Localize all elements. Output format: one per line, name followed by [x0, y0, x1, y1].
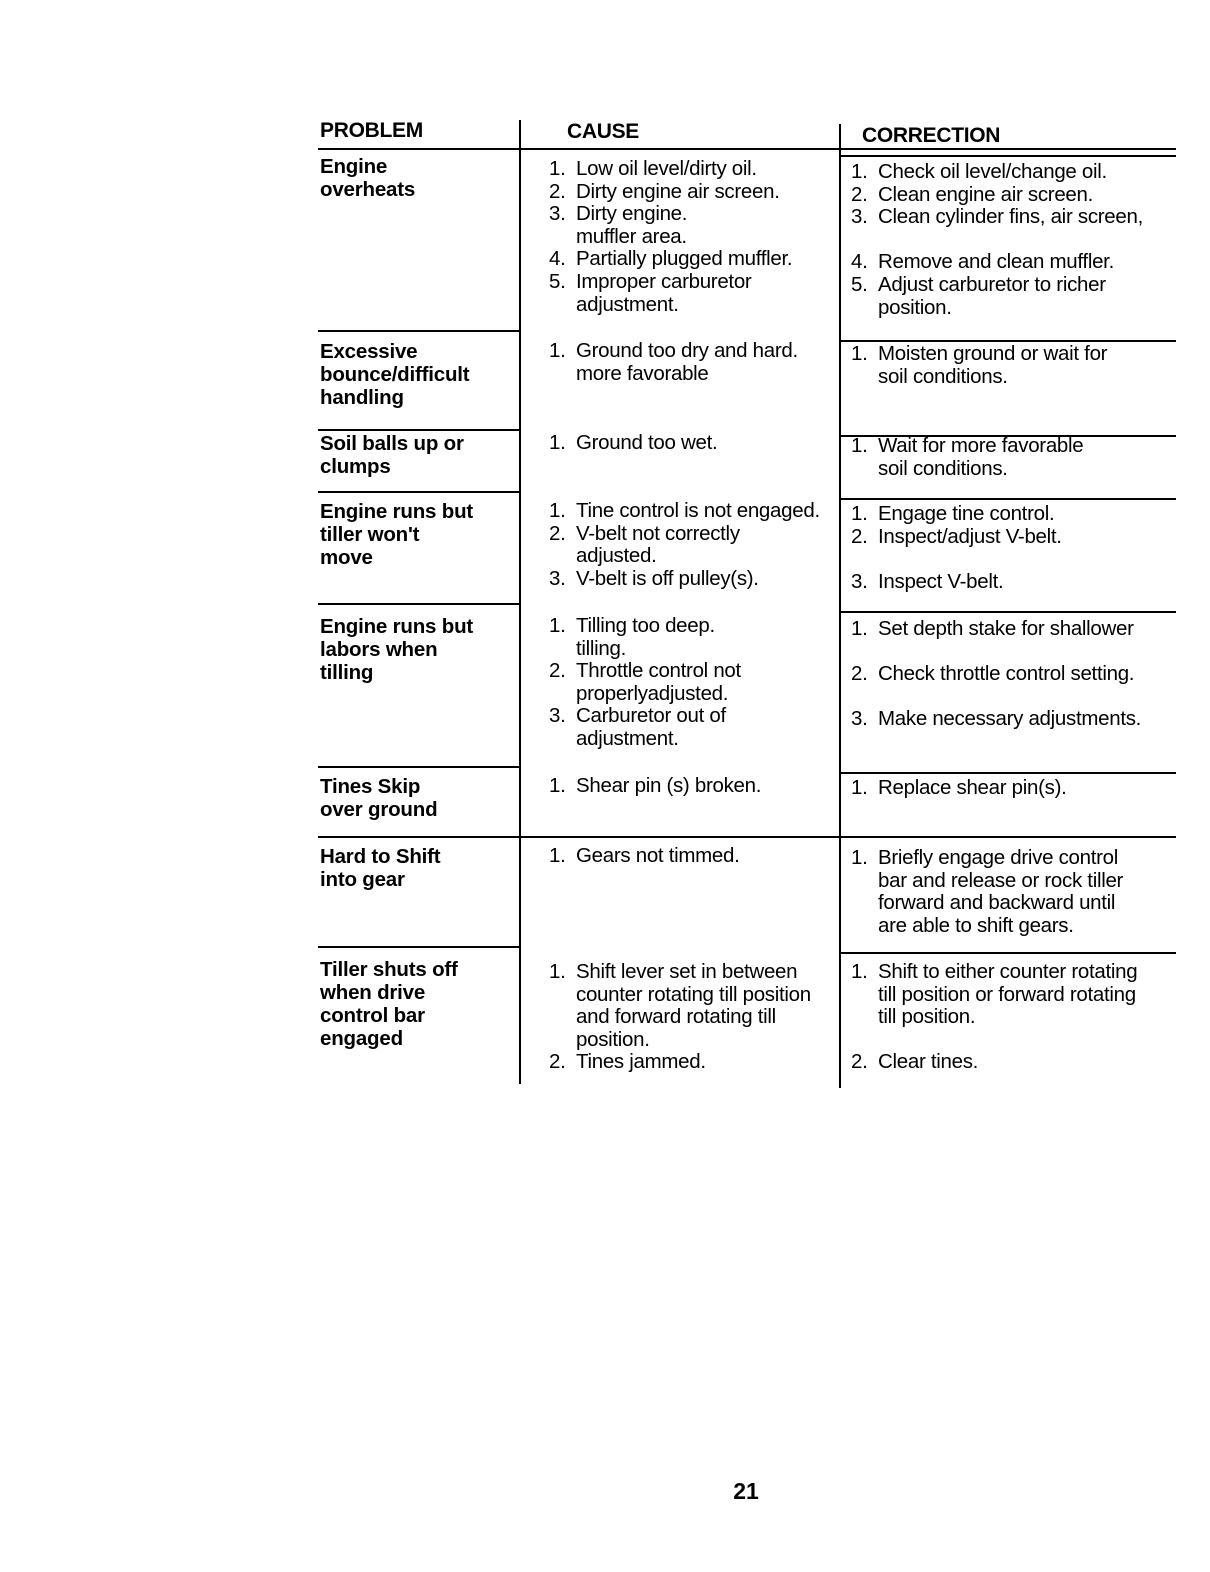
item-text — [576, 845, 740, 868]
item-text — [878, 251, 1114, 274]
problem-line: Tines Skip — [320, 775, 421, 798]
item-line: till position or forward rotating — [878, 982, 1136, 1006]
problem-line: Tiller shuts off — [320, 958, 458, 981]
problem-cell — [320, 775, 510, 821]
problem-line: Excessive — [320, 340, 418, 363]
list-item — [549, 181, 844, 204]
item-line: Set depth stake for shallower — [878, 617, 1134, 640]
item-text — [576, 158, 757, 181]
header-problem: PROBLEM — [320, 119, 423, 142]
item-line: soil conditions. — [878, 456, 1008, 480]
item-line: Briefly engage drive control — [878, 846, 1119, 869]
list-item — [851, 184, 1181, 207]
item-line: and forward rotating till — [576, 1005, 776, 1029]
item-line: Improper carburetor — [576, 269, 752, 293]
item-number: 2. — [851, 1050, 868, 1074]
list-item — [549, 203, 844, 248]
item-text — [576, 961, 811, 1051]
item-number: 5. — [549, 269, 566, 293]
item-number: 2. — [851, 524, 868, 548]
row-divider — [318, 603, 519, 605]
item-text — [878, 206, 1143, 251]
item-line — [878, 1029, 1137, 1052]
row-divider — [318, 836, 1176, 838]
item-number: 2. — [549, 521, 566, 545]
list-item — [851, 847, 1181, 937]
item-number: 1. — [549, 431, 566, 454]
page-number: 21 — [733, 1478, 759, 1504]
item-line: adjusted. — [576, 544, 657, 568]
item-number: 5. — [851, 272, 868, 296]
item-line: forward and backward until — [878, 891, 1116, 915]
list-item — [851, 618, 1181, 663]
problem-cell — [320, 340, 510, 409]
item-number: 1. — [851, 160, 868, 183]
item-line: Low oil level/dirty oil. — [576, 157, 757, 180]
item-line: Dirty engine. — [576, 202, 688, 226]
list-item — [549, 1051, 844, 1074]
item-number: 1. — [549, 157, 566, 180]
cause-cell — [549, 615, 844, 751]
row-divider — [839, 952, 1176, 954]
correction-cell — [851, 435, 1181, 480]
item-number: 3. — [549, 202, 566, 226]
item-line: muffler area. — [576, 224, 687, 248]
item-text — [576, 248, 792, 271]
item-number: 2. — [851, 182, 868, 206]
item-text — [576, 203, 687, 248]
item-line: Inspect V-belt. — [878, 569, 1004, 593]
problem-cell — [320, 155, 510, 201]
correction-cell — [851, 161, 1181, 319]
problem-line: labors when — [320, 638, 438, 661]
item-line: Tilling too deep. — [576, 614, 715, 637]
item-line: Adjust carburetor to richer — [878, 272, 1106, 296]
item-text — [576, 340, 798, 385]
list-item — [851, 343, 1181, 388]
item-line: Shear pin (s) broken. — [576, 774, 762, 797]
row-divider — [839, 611, 1176, 613]
item-number: 1. — [851, 960, 868, 983]
cause-cell — [549, 775, 844, 798]
row-divider — [318, 946, 519, 948]
list-item — [549, 615, 844, 660]
list-item — [549, 845, 844, 868]
item-line: counter rotating till position — [576, 982, 811, 1006]
list-item — [851, 961, 1181, 1051]
problem-line: move — [320, 546, 373, 569]
list-item — [549, 248, 844, 271]
problem-line: Engine runs but — [320, 615, 474, 638]
item-number: 2. — [851, 662, 868, 686]
item-text — [878, 161, 1107, 184]
item-line: Throttle control not — [576, 659, 741, 683]
header-correction: CORRECTION — [862, 124, 1001, 147]
cause-cell — [549, 500, 844, 590]
problem-line: clumps — [320, 455, 391, 478]
item-text — [878, 184, 1093, 207]
item-line: position. — [878, 295, 952, 319]
header-cause: CAUSE — [567, 120, 640, 143]
item-line — [878, 548, 1062, 571]
problem-line: control bar — [320, 1004, 425, 1027]
list-item — [549, 568, 844, 591]
list-item — [549, 775, 844, 798]
column-divider-left — [519, 120, 521, 1084]
problem-cell — [320, 500, 510, 569]
item-line: Clean cylinder fins, air screen, — [878, 205, 1143, 229]
list-item — [851, 708, 1181, 731]
cause-cell — [549, 158, 844, 316]
correction-cell — [851, 618, 1181, 731]
item-text — [878, 343, 1107, 388]
item-text — [576, 660, 741, 705]
list-item — [549, 705, 844, 750]
item-line — [878, 229, 1143, 252]
list-item — [851, 526, 1181, 571]
problem-line: tilling — [320, 661, 374, 684]
correction-cell — [851, 961, 1181, 1074]
item-line: Shift lever set in between — [576, 960, 798, 983]
item-line: Shift to either counter rotating — [878, 960, 1138, 983]
item-line: Gears not timmed. — [576, 844, 740, 867]
list-item — [851, 435, 1181, 480]
item-line: Remove and clean muffler. — [878, 250, 1114, 274]
item-number: 1. — [851, 617, 868, 640]
row-divider — [318, 491, 519, 493]
item-line: Replace shear pin(s). — [878, 776, 1067, 799]
item-text — [878, 503, 1054, 526]
list-item — [851, 251, 1181, 274]
problem-line: overheats — [320, 178, 416, 201]
list-item — [549, 961, 844, 1051]
problem-line: when drive — [320, 981, 426, 1004]
item-line: properlyadjusted. — [576, 681, 729, 705]
problem-line: tiller won't — [320, 523, 420, 546]
item-number: 1. — [549, 339, 566, 362]
problem-cell — [320, 958, 510, 1050]
item-number: 3. — [851, 569, 868, 593]
list-item — [851, 274, 1181, 319]
item-number: 2. — [549, 1050, 566, 1074]
item-line: Check throttle control setting. — [878, 662, 1135, 686]
item-text — [576, 1051, 706, 1074]
problem-cell — [320, 432, 510, 478]
item-text — [576, 181, 780, 204]
item-number: 1. — [851, 502, 868, 525]
item-line: Dirty engine air screen. — [576, 179, 780, 203]
item-text — [878, 435, 1083, 480]
problem-line: handling — [320, 386, 404, 409]
item-line: adjustment. — [576, 726, 679, 750]
row-divider — [839, 772, 1176, 774]
problem-line: engaged — [320, 1027, 403, 1050]
item-text — [878, 708, 1141, 731]
item-line: more favorable — [576, 361, 709, 385]
item-line: Clean engine air screen. — [878, 182, 1094, 206]
list-item — [549, 500, 844, 523]
item-line: Check oil level/change oil. — [878, 160, 1107, 183]
item-number: 1. — [549, 960, 566, 983]
item-line: till position. — [878, 1005, 976, 1029]
item-text — [576, 432, 717, 455]
item-text — [878, 847, 1123, 937]
problem-line: Engine runs but — [320, 500, 474, 523]
item-number: 3. — [851, 205, 868, 229]
problem-cell — [320, 845, 510, 891]
item-line — [878, 641, 1134, 664]
list-item — [851, 161, 1181, 184]
item-line — [878, 686, 1134, 709]
item-line: Moisten ground or wait for — [878, 342, 1108, 365]
item-line: position. — [576, 1027, 650, 1051]
item-text — [576, 500, 820, 523]
list-item — [851, 571, 1181, 594]
item-text — [878, 961, 1137, 1051]
list-item — [851, 206, 1181, 251]
item-number: 2. — [549, 659, 566, 683]
cause-cell — [549, 845, 844, 868]
item-number: 3. — [549, 566, 566, 590]
cause-cell — [549, 432, 844, 455]
problem-cell — [320, 615, 510, 684]
correction-cell — [851, 847, 1181, 937]
item-line: soil conditions. — [878, 364, 1008, 388]
item-number: 3. — [851, 707, 868, 731]
item-line: are able to shift gears. — [878, 913, 1074, 937]
item-line: adjustment. — [576, 292, 679, 316]
item-line: bar and release or rock tiller — [878, 868, 1124, 892]
item-line: Wait for more favorable — [878, 434, 1084, 457]
problem-line: Hard to Shift — [320, 845, 441, 868]
item-line: Tine control is not engaged. — [576, 499, 820, 522]
item-text — [576, 523, 740, 568]
cause-cell — [549, 961, 844, 1074]
list-item — [851, 1051, 1181, 1074]
item-number: 1. — [549, 844, 566, 867]
item-text — [576, 271, 751, 316]
item-text — [878, 663, 1134, 708]
list-item — [549, 660, 844, 705]
list-item — [549, 158, 844, 181]
item-line: Carburetor out of — [576, 704, 726, 728]
list-item — [549, 432, 844, 455]
row-divider — [839, 498, 1176, 500]
problem-line: Soil balls up or — [320, 432, 464, 455]
item-line: Ground too dry and hard. — [576, 339, 798, 362]
item-line: Make necessary adjustments. — [878, 707, 1142, 731]
item-number: 1. — [851, 846, 868, 869]
item-line: Partially plugged muffler. — [576, 247, 793, 271]
item-number: 2. — [549, 179, 566, 203]
item-text — [878, 274, 1106, 319]
problem-line: over ground — [320, 798, 438, 821]
item-number: 1. — [549, 499, 566, 522]
list-item — [549, 523, 844, 568]
problem-line: into gear — [320, 868, 405, 891]
item-number: 1. — [851, 342, 868, 365]
item-line: tilling. — [576, 636, 627, 660]
correction-cell — [851, 777, 1181, 800]
cause-cell — [549, 340, 844, 385]
list-item — [851, 663, 1181, 708]
item-text — [576, 615, 715, 660]
row-divider — [318, 148, 1176, 150]
item-number: 1. — [549, 614, 566, 637]
problem-line: bounce/difficult — [320, 363, 470, 386]
row-divider — [318, 766, 519, 768]
row-divider — [318, 429, 519, 431]
correction-cell — [851, 343, 1181, 388]
item-number: 1. — [549, 774, 566, 797]
item-line: V-belt not correctly — [576, 521, 740, 545]
item-number: 1. — [851, 434, 868, 457]
list-item — [851, 777, 1181, 800]
item-text — [878, 1051, 978, 1074]
list-item — [549, 271, 844, 316]
item-number: 1. — [851, 776, 868, 799]
item-line: V-belt is off pulley(s). — [576, 566, 759, 590]
item-line: Engage tine control. — [878, 502, 1055, 525]
item-number: 3. — [549, 704, 566, 728]
item-text — [878, 526, 1062, 571]
correction-cell — [851, 503, 1181, 593]
item-line: Tines jammed. — [576, 1050, 706, 1074]
item-text — [576, 568, 759, 591]
list-item — [851, 503, 1181, 526]
item-number: 4. — [549, 247, 566, 271]
problem-line: Engine — [320, 155, 388, 178]
list-item — [549, 340, 844, 385]
item-line: Clear tines. — [878, 1050, 979, 1074]
row-divider — [839, 155, 1176, 157]
item-line: Ground too wet. — [576, 431, 718, 454]
item-text — [878, 777, 1067, 800]
row-divider — [318, 330, 519, 332]
item-line: Inspect/adjust V-belt. — [878, 524, 1062, 548]
item-number: 4. — [851, 250, 868, 274]
item-text — [576, 705, 726, 750]
item-text — [878, 618, 1134, 663]
item-text — [576, 775, 761, 798]
item-text — [878, 571, 1003, 594]
